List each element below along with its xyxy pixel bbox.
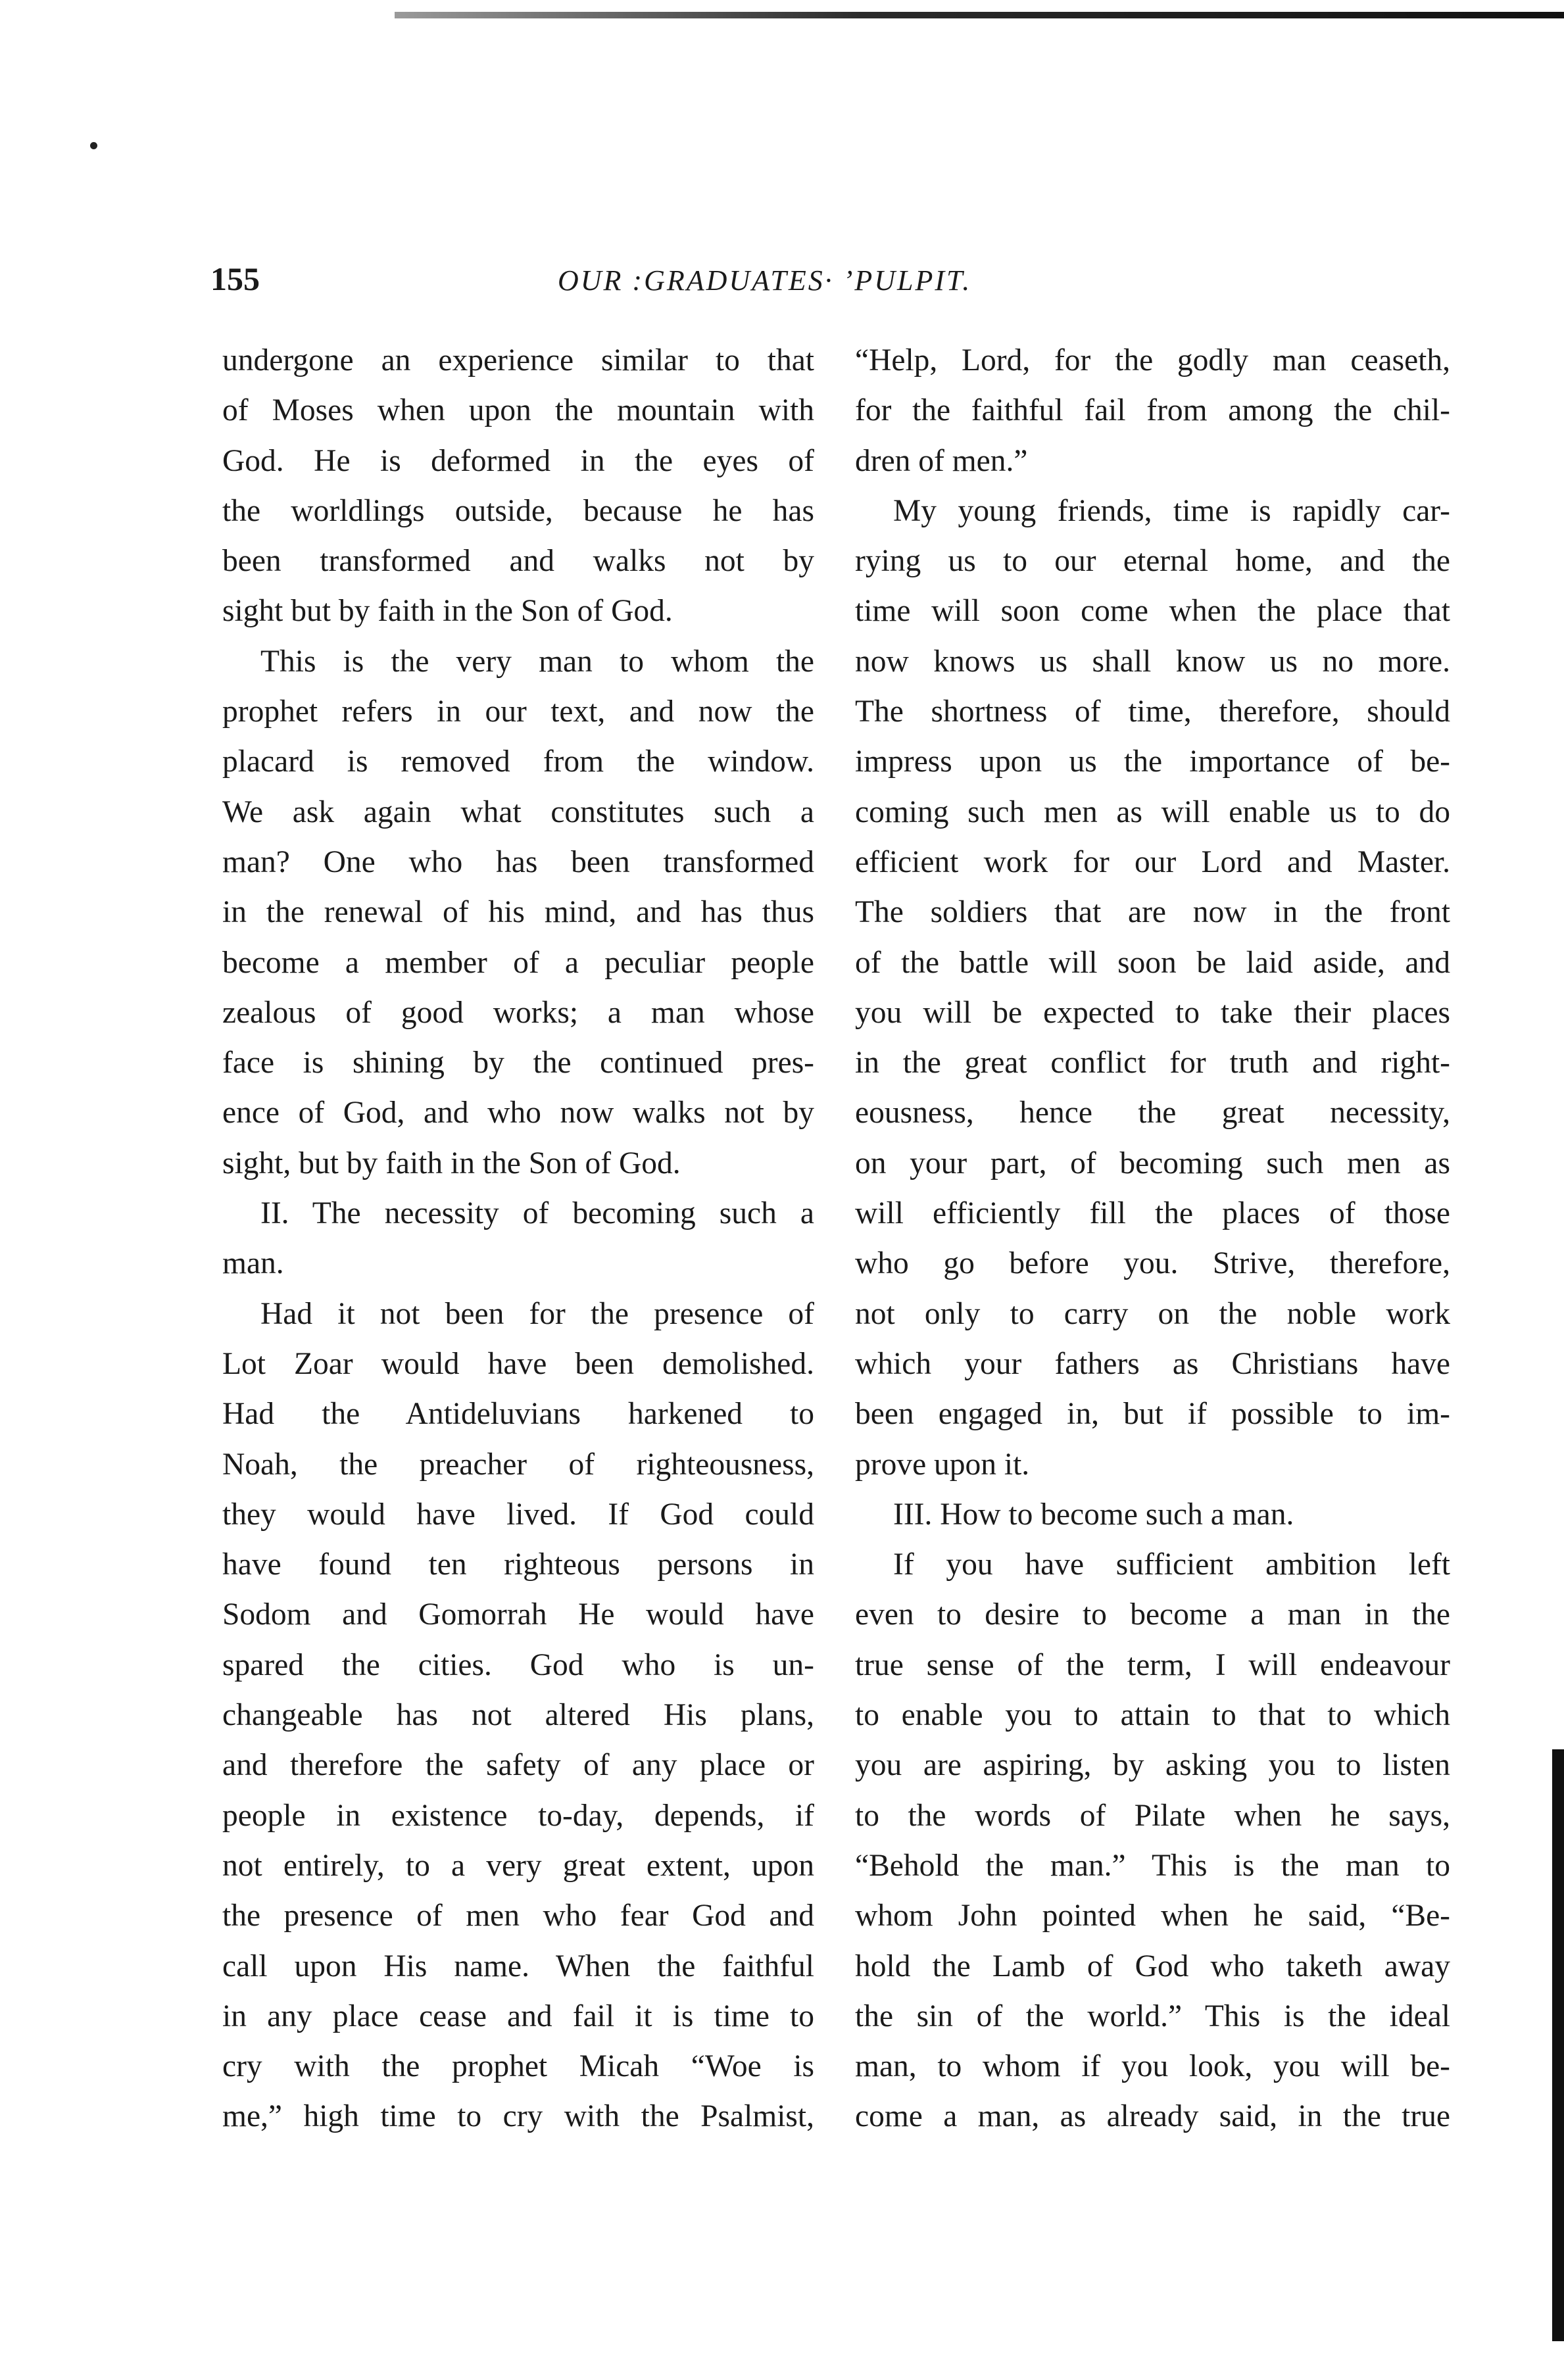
text-line: prove upon it. <box>855 1447 1030 1482</box>
text-line: call upon His name. When the faithful <box>222 1949 814 1983</box>
text-line: rying us to our eternal home, and the <box>855 544 1450 579</box>
text-line: been engaged in, but if possible to im- <box>855 1397 1450 1432</box>
text-line: My young friends, time is rapidly car- <box>893 493 1450 528</box>
text-line: on your part, of becoming such men as <box>855 1146 1450 1180</box>
text-line: me,” high time to cry with the Psalmist, <box>222 2099 814 2134</box>
page-header <box>210 260 1460 312</box>
text-line: people in existence to-day, depends, if <box>222 1798 814 1833</box>
right-text-column <box>855 335 1450 2142</box>
text-line: been transformed and walks not by <box>222 544 814 579</box>
text-line: you are aspiring, by asking you to listen <box>855 1748 1450 1783</box>
text-line: sight, but by faith in the Son of God. <box>222 1146 681 1180</box>
text-line: to the words of Pilate when he says, <box>855 1798 1450 1833</box>
text-line: for the faithful fail from among the chil- <box>855 393 1450 428</box>
text-line: II. The necessity of becoming such a <box>260 1196 814 1231</box>
text-line: The shortness of time, therefore, should <box>855 694 1450 729</box>
text-line: Had it not been for the presence of <box>260 1296 814 1331</box>
text-line: become a member of a peculiar people <box>222 945 814 980</box>
text-line: eousness, hence the great necessity, <box>855 1096 1450 1130</box>
page-edge-shadow <box>1552 1749 1564 2341</box>
text-line: God. He is deformed in the eyes of <box>222 443 814 478</box>
text-line: III. How to become such a man. <box>893 1497 1294 1532</box>
text-line: undergone an experience similar to that <box>222 343 814 377</box>
text-line: even to desire to become a man in the <box>855 1597 1450 1632</box>
left-text-column <box>222 335 814 2142</box>
text-line: to enable you to attain to that to which <box>855 1698 1450 1733</box>
text-line: you will be expected to take their places <box>855 995 1450 1030</box>
text-line: the presence of men who fear God and <box>222 1899 814 1933</box>
text-line: The soldiers that are now in the front <box>855 895 1450 930</box>
top-border-rule <box>395 12 1564 18</box>
text-line: changeable has not altered His plans, <box>222 1698 814 1733</box>
text-line: will efficiently fill the places of those <box>855 1196 1450 1231</box>
running-title: OUR :GRADUATES· ’PULPIT. <box>558 264 972 297</box>
text-line: “Help, Lord, for the godly man ceaseth, <box>855 343 1450 377</box>
text-line: prophet refers in our text, and now the <box>222 694 814 729</box>
text-line: in the renewal of his mind, and has thus <box>222 895 814 930</box>
text-line: This is the very man to whom the <box>260 644 814 679</box>
text-line: hold the Lamb of God who taketh away <box>855 1949 1450 1983</box>
text-line: man. <box>222 1246 284 1281</box>
text-line: not entirely, to a very great extent, upon <box>222 1848 814 1883</box>
text-line: efficient work for our Lord and Master. <box>855 844 1450 879</box>
text-line: placard is removed from the window. <box>222 744 814 779</box>
text-line: the worldlings outside, because he has <box>222 493 814 528</box>
text-line: of Moses when upon the mountain with <box>222 393 814 428</box>
text-line: who go before you. Strive, therefore, <box>855 1246 1450 1281</box>
text-line: zealous of good works; a man whose <box>222 995 814 1030</box>
text-line: spared the cities. God who is un- <box>222 1647 814 1682</box>
text-line: true sense of the term, I will endeavour <box>855 1647 1450 1682</box>
text-line: Lot Zoar would have been demolished. <box>222 1346 814 1381</box>
text-line: in the great conflict for truth and right- <box>855 1046 1450 1081</box>
text-line: whom John pointed when he said, “Be- <box>855 1899 1450 1933</box>
text-line: now knows us shall know us no more. <box>855 644 1450 679</box>
page-number: 155 <box>210 260 260 297</box>
text-line: coming such men as will enable us to do <box>855 794 1450 829</box>
text-line: not only to carry on the noble work <box>855 1296 1450 1331</box>
text-line: man, to whom if you look, you will be- <box>855 2049 1450 2084</box>
text-line: “Behold the man.” This is the man to <box>855 1848 1450 1883</box>
text-line: We ask again what constitutes such a <box>222 794 814 829</box>
text-line: Had the Antideluvians harkened to <box>222 1397 814 1432</box>
text-line: they would have lived. If God could <box>222 1497 814 1532</box>
text-line: sight but by faith in the Son of God. <box>222 594 673 629</box>
print-speck <box>90 142 97 149</box>
text-line: Sodom and Gomorrah He would have <box>222 1597 814 1632</box>
text-line: cry with the prophet Micah “Woe is <box>222 2049 814 2084</box>
text-line: If you have sufficient ambition left <box>893 1547 1450 1582</box>
text-line: of the battle will soon be laid aside, and <box>855 945 1450 980</box>
text-line: impress upon us the importance of be- <box>855 744 1450 779</box>
text-line: in any place cease and fail it is time to <box>222 1999 814 2033</box>
text-line: Noah, the preacher of righteousness, <box>222 1447 814 1482</box>
text-line: come a man, as already said, in the true <box>855 2099 1450 2134</box>
text-line: man? One who has been transformed <box>222 844 814 879</box>
text-line: ence of God, and who now walks not by <box>222 1096 814 1130</box>
text-line: face is shining by the continued pres- <box>222 1046 814 1081</box>
text-line: and therefore the safety of any place or <box>222 1748 814 1783</box>
text-line: the sin of the world.” This is the ideal <box>855 1999 1450 2033</box>
text-line: time will soon come when the place that <box>855 594 1450 629</box>
text-line: have found ten righteous persons in <box>222 1547 814 1582</box>
text-line: dren of men.” <box>855 443 1028 478</box>
text-line: which your fathers as Christians have <box>855 1346 1450 1381</box>
